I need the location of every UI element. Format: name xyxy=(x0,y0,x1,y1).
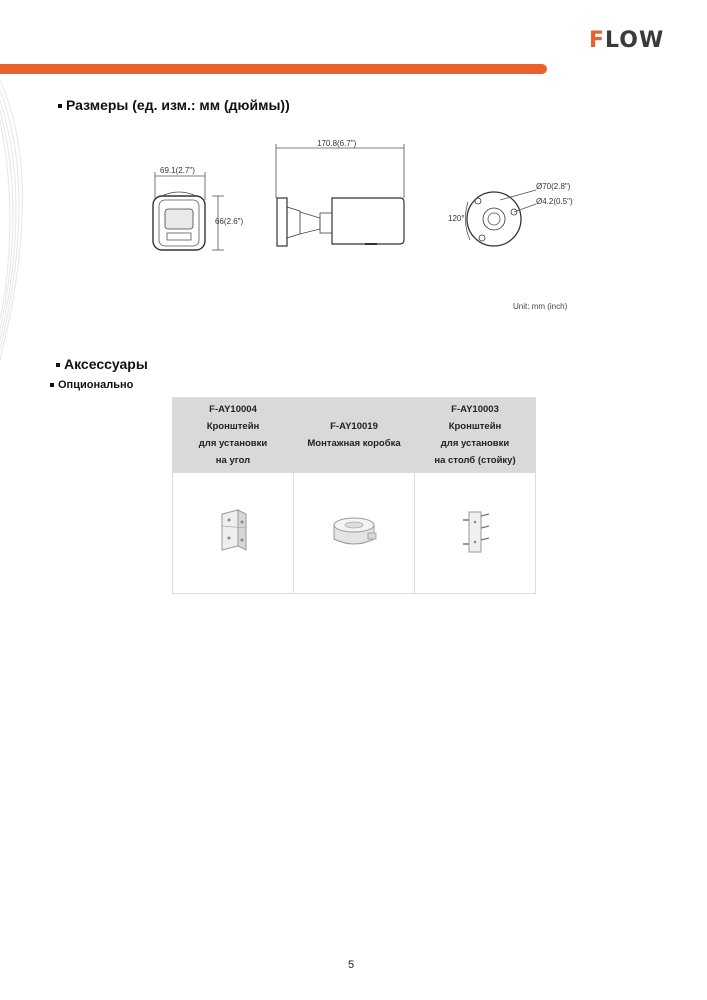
accessory-1-line-2: Кронштейн xyxy=(206,421,260,432)
hole-diameter-label: Ø4.2(0.5") xyxy=(536,197,573,206)
accessory-2-line-2: Монтажная коробка xyxy=(307,438,401,449)
dimensions-title: Размеры (ед. изм.: мм (дюймы)) xyxy=(58,97,290,113)
side-length-label: 170.8(6.7") xyxy=(317,139,357,148)
corner-bracket-icon xyxy=(208,506,258,556)
accessory-3-line-4: на столб (стойку) xyxy=(434,455,516,466)
accessory-cell-2 xyxy=(294,398,415,473)
accessory-3-line-3: для установки xyxy=(440,438,510,449)
logo-rest: LOW xyxy=(605,28,665,53)
junction-box-icon xyxy=(324,509,384,553)
accessory-3-line-2: Кронштейн xyxy=(448,421,502,432)
accessory-1-line-4: на угол xyxy=(215,455,251,466)
bullet-icon xyxy=(56,363,60,367)
front-height-label: 66(2.6") xyxy=(215,217,244,226)
dimension-drawings xyxy=(0,0,707,330)
accessory-cell-1 xyxy=(173,398,294,473)
base-diameter-label: Ø70(2.8") xyxy=(536,182,571,191)
accessories-title: Аксессуары xyxy=(56,356,148,372)
pole-bracket-icon xyxy=(453,506,497,556)
accessory-2-model: F-AY10019 xyxy=(330,421,378,432)
logo-prefix: F xyxy=(589,28,606,53)
accessories-header-row xyxy=(173,398,536,473)
accessory-3-model: F-AY10003 xyxy=(451,404,499,415)
accessory-image-cell-3 xyxy=(415,473,536,594)
angle-label: 120° xyxy=(448,214,465,223)
accessory-image-cell-2 xyxy=(294,473,415,594)
bullet-icon xyxy=(50,383,54,387)
accessory-cell-3 xyxy=(415,398,536,473)
accessory-1-line-3: для установки xyxy=(198,438,268,449)
accessory-1-model: F-AY10004 xyxy=(209,404,257,415)
optional-subtitle: Опционально xyxy=(50,379,133,391)
front-width-label: 69.1(2.7") xyxy=(160,166,195,175)
accessories-table xyxy=(172,397,536,594)
accessory-image-cell-1 xyxy=(173,473,294,594)
unit-note: Unit: mm (inch) xyxy=(513,302,568,311)
accessories-image-row xyxy=(173,473,536,594)
page-number: 5 xyxy=(348,959,355,971)
